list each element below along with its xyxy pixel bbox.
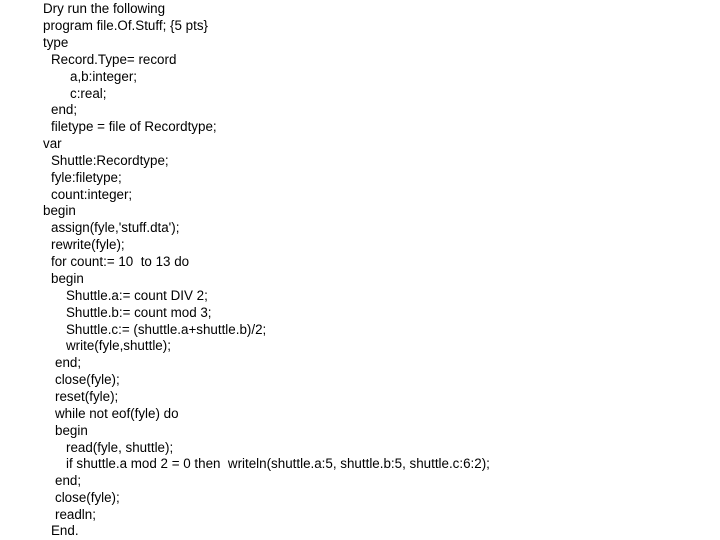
code-line: var bbox=[43, 136, 62, 151]
code-line: while not eof(fyle) do bbox=[55, 406, 179, 421]
code-line: Record.Type= record bbox=[51, 52, 177, 67]
code-line: End. bbox=[51, 523, 79, 538]
code-line: fyle:filetype; bbox=[51, 170, 122, 185]
code-line: Shuttle.c:= (shuttle.a+shuttle.b)/2; bbox=[66, 322, 267, 337]
code-line: if shuttle.a mod 2 = 0 then writeln(shuttle.a:5, shuttle.b:5, shuttle.c:6:2); bbox=[66, 456, 490, 471]
code-line: begin bbox=[51, 271, 84, 286]
code-line: for count:= 10 to 13 do bbox=[51, 254, 190, 269]
code-line: close(fyle); bbox=[55, 490, 120, 505]
code-line: begin bbox=[55, 423, 88, 438]
code-line: end; bbox=[55, 473, 82, 488]
code-line: read(fyle, shuttle); bbox=[66, 440, 174, 455]
code-line: Shuttle.a:= count DIV 2; bbox=[66, 288, 208, 303]
code-line: Shuttle.b:= count mod 3; bbox=[66, 305, 212, 320]
code-line: Dry run the following bbox=[43, 1, 166, 16]
code-line: Shuttle:Recordtype; bbox=[51, 153, 169, 168]
code-line: close(fyle); bbox=[55, 372, 120, 387]
code-line: begin bbox=[43, 203, 76, 218]
code-line: end; bbox=[55, 355, 82, 370]
code-line: readln; bbox=[55, 507, 96, 522]
code-line: a,b:integer; bbox=[70, 69, 137, 84]
code-line: program file.Of.Stuff; {5 pts} bbox=[43, 18, 208, 33]
code-line: filetype = file of Recordtype; bbox=[51, 119, 217, 134]
code-line: write(fyle,shuttle); bbox=[66, 338, 171, 353]
code-line: reset(fyle); bbox=[55, 389, 119, 404]
code-line: assign(fyle,'stuff.dta'); bbox=[51, 220, 180, 235]
code-line: c:real; bbox=[70, 86, 107, 101]
code-line: end; bbox=[51, 102, 78, 117]
code-line: count:integer; bbox=[51, 187, 133, 202]
code-line: type bbox=[43, 35, 69, 50]
code-line: rewrite(fyle); bbox=[51, 237, 125, 252]
